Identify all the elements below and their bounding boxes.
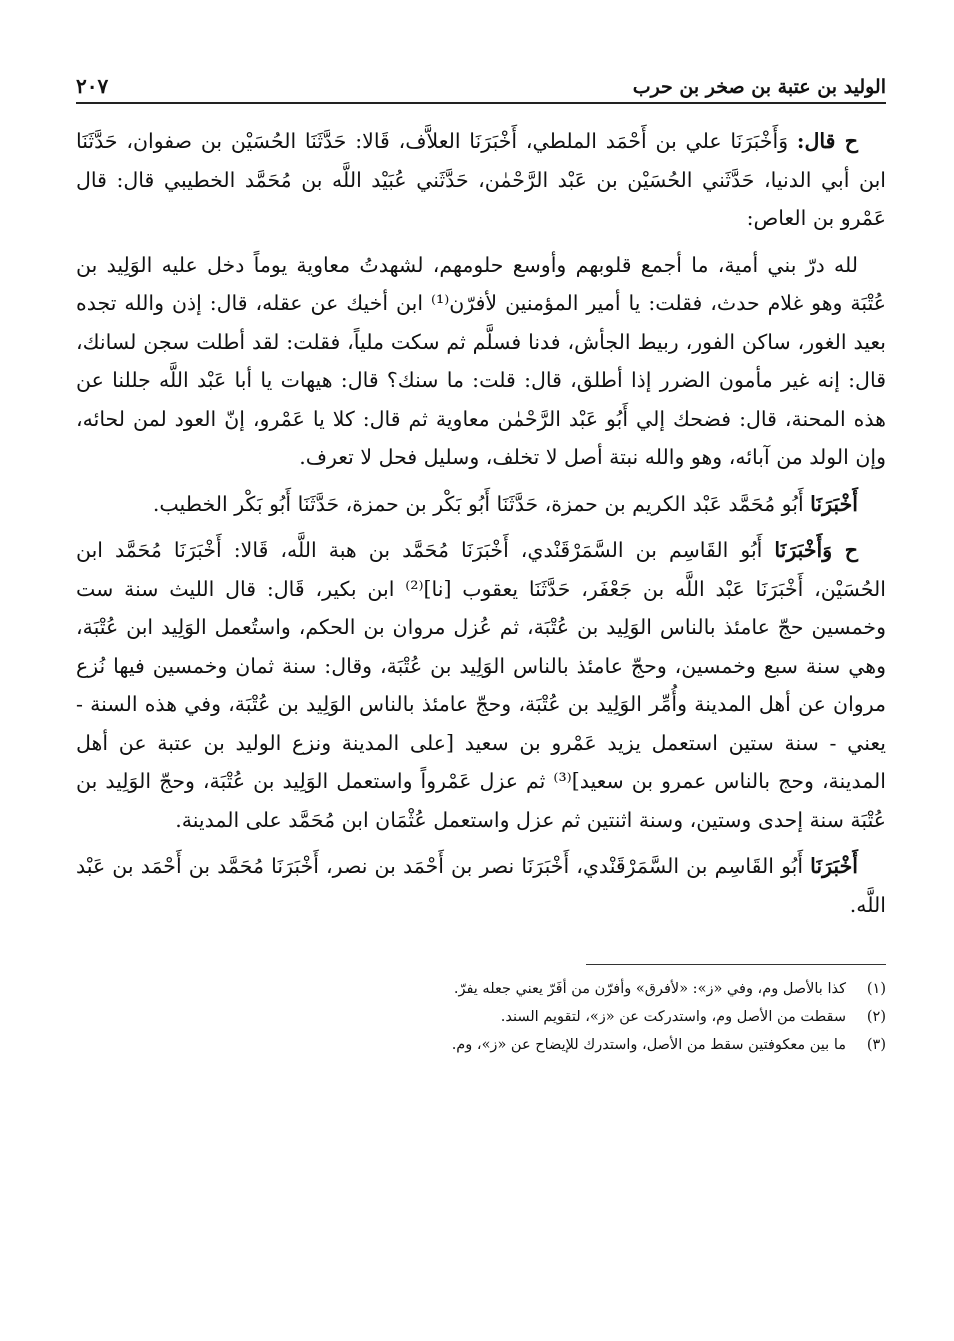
- footnote-number: (٣): [866, 1037, 886, 1053]
- footnote-text: سقطت من الأصل وم، واستدركت عن «ز»، لتقويم السند.: [500, 1009, 846, 1025]
- paragraph-text: أَبُو مُحَمَّد عَبْد الكريم بن حمزة، حَدَّثَنَا أَبُو بَكْر بن حمزة، حَدَّثَنَا أَبُو بَكْر الخطيب.: [152, 491, 811, 516]
- footnote: [76, 1003, 886, 1031]
- paragraph-text: وَأَخْبَرَنَا علي بن أَحْمَد الملطي، أَخْبَرَنَا العلاَّف، قَالا: حَدَّثَنَا الحُسَيْن بن صفوان، حَدَّثَنَا ابن أبي الدنيا، حَدَّثَني الحُسَيْن بن عَبْد الرَّحْمٰن، حَدَّثَني عُبَيْد اللَّه بن مُحَمَّد الخطيبي قال: قال عَمْرو بن العاص:: [76, 129, 886, 230]
- page-header: [76, 58, 886, 104]
- footnote-number: (٢): [866, 1009, 886, 1025]
- paragraph-text: أَبُو القَاسِم بن السَّمَرْقَنْدي، أَخْبَرَنَا مُحَمَّد بن هبة اللَّه، قَالا: أَخْبَرَنَا مُحَمَّد ابن الحُسَيْن، أَخْبَرَنَا عَبْد اللَّه بن جَعْفَر، حَدَّثَنَا يعقوب [نا]⁽²⁾ ابن بكير، قَال: قال الليث سنة ست وخمسين حجّ عامئذ بالناس الوَلِيد بن عُتْبَة، ثم عُزل مروان بن الحكم، واستُعمل الوَلِيد ابن عُتْبَة، وهي سنة سبع وخمسين، وحجّ عامئذ بالناس الوَلِيد بن عُتْبَة، وقال: سنة ثمان وخمسين فيها نُزع مروان عن أهل المدينة وأُمِّر الوَلِيد بن عُتْبَة، وحجّ عامئذ بالناس الوَلِيد بن عُتْبَة، وفي هذه السنة - يعني - سنة ستين استعمل يزيد عَمْرو بن سعيد [على المدينة ونزع الوليد بن عتبة عن أهل المدينة، وحج بالناس عمرو بن سعيد]⁽³⁾ ثم عزل عَمْرواً واستعمل الوَلِيد بن عُتْبَة، وحجّ الوَلِيد بن عُتْبَة سنة إحدى وستين، وسنة اثنتين ثم عزل واستعمل عُثْمَان ابن مُحَمَّد على المدينة.: [76, 538, 886, 832]
- paragraph-lead: أَخْبَرَنَا: [810, 854, 858, 878]
- paragraph: [76, 847, 886, 924]
- running-title: الوليد بن عتبة بن صخر بن حرب: [632, 76, 886, 98]
- paragraph-text: أَبُو القَاسِم بن السَّمَرْقَنْدي، أَخْبَرَنَا نصر بن أَحْمَد بن نصر، أَخْبَرَنَا مُحَمَّد بن أَحْمَد بن عَبْد اللَّه.: [76, 854, 886, 917]
- book-page: [76, 58, 886, 1288]
- footnote: [76, 1031, 886, 1059]
- paragraph: [76, 246, 886, 477]
- footnote-divider: [586, 964, 886, 965]
- footnote-text: ما بين معكوفتين سقط من الأصل، واستدرك للإيضاح عن «ز»، وم.: [451, 1037, 846, 1053]
- paragraph-lead: أَخْبَرَنَا: [810, 491, 858, 516]
- main-text: [76, 104, 886, 924]
- footnote: [76, 975, 886, 1003]
- paragraph-lead: ح قال:: [796, 129, 858, 153]
- paragraph-lead: ح وَأَخْبَرَنَا: [774, 538, 859, 562]
- footnote-number: (١): [866, 981, 886, 997]
- paragraph-text: لله درّ بني أمية، ما أجمع قلوبهم وأوسع حلومهم، لشهدتُ معاوية يوماً دخل عليه الوَلِيد بن عُتْبَة وهو غلام حدث، فقلت: يا أمير المؤمنين لأفرّن⁽¹⁾ ابن أخيك عن عقله، قال: إذن والله تجده بعيد الغور، ساكن الفور، ربيط الجأش، فدنا فسلَّم ثم سكت ملياً، فقلت: لقد أطلت سجن لسانك، قال: إنه غير مأمون الضرر إذا أطلق، قال: قلت: ما سنك؟ قال: هيهات يا أبا عَبْد اللَّه جللنا عن هذه المحنة، قال: فضحك إلي أَبُو عَبْد الرَّحْمٰن معاوية ثم قال: كلا يا عَمْرو، إنّ العود لمن لحائه، وإن الولد من آبائه، وهو والله نبتة أصل لا تخلف، وسليل فحل لا تعرف.: [76, 252, 886, 469]
- paragraph: [76, 122, 886, 238]
- paragraph: [76, 485, 886, 524]
- page-number: ٢٠٧: [76, 74, 109, 98]
- paragraph: [76, 531, 886, 839]
- footnote-text: كذا بالأصل وم، وفي «ز»: «لأفرق» وأفرّن من أفَرّ يعني جعله يفرّ.: [453, 981, 846, 997]
- footnotes: [76, 975, 886, 1059]
